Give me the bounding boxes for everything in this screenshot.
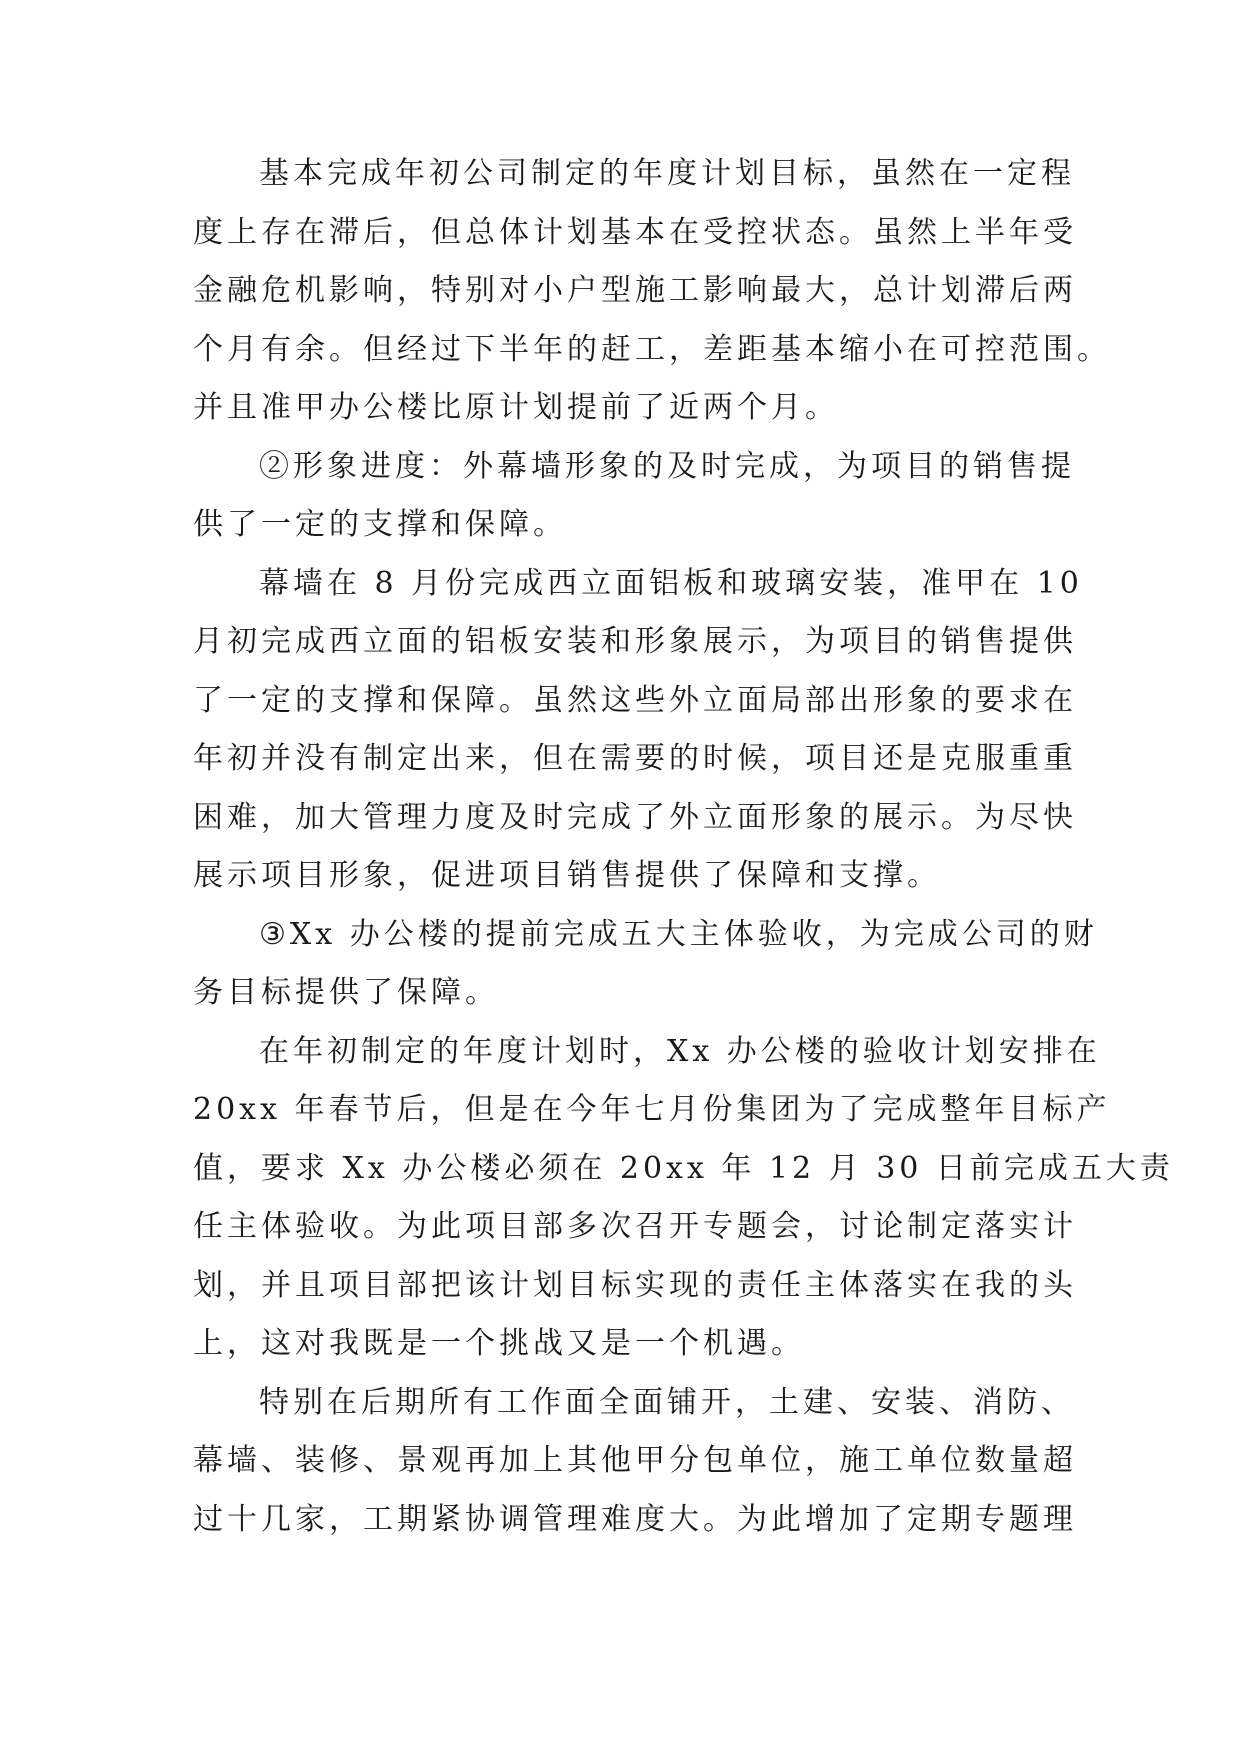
paragraph-line: 20xx 年春节后，但是在今年七月份集团为了完成整年目标产 [193,1092,1111,1127]
paragraph-line: 值，要求 Xx 办公楼必须在 20xx 年 12 月 30 日前完成五大责 [193,1150,1174,1186]
paragraph-line: 并且准甲办公楼比原计划提前了近两个月。 [193,390,839,425]
document-page [193,145,1174,1549]
paragraph-line: 年初并没有制定出来，但在需要的时候，项目还是克服重重 [193,741,1077,776]
paragraph-line: 特别在后期所有工作面全面铺开，土建、安装、消防、 [259,1384,1075,1420]
paragraph-line: ③Xx 办公楼的提前完成五大主体验收，为完成公司的财 [259,916,1098,952]
paragraph-line: 在年初制定的年度计划时，Xx 办公楼的验收计划安排在 [259,1033,1101,1069]
paragraph-line: 供了一定的支撑和保障。 [193,507,567,542]
paragraph-line: 金融危机影响，特别对小户型施工影响最大，总计划滞后两 [193,273,1077,308]
paragraph-line: 任主体验收。为此项目部多次召开专题会，讨论制定落实计 [193,1209,1077,1244]
paragraph-line: 幕墙在 8 月份完成西立面铝板和玻璃安装，准甲在 10 [259,565,1083,601]
paragraph-line: 困难，加大管理力度及时完成了外立面形象的展示。为尽快 [193,799,1077,835]
paragraph-line: 基本完成年初公司制定的年度计划目标，虽然在一定程 [259,156,1075,191]
paragraph-line: 划，并且项目部把该计划目标实现的责任主体落实在我的头 [193,1267,1077,1303]
paragraph-line: 务目标提供了保障。 [193,975,499,1010]
paragraph-line: ②形象进度：外幕墙形象的及时完成，为项目的销售提 [259,448,1075,484]
paragraph-line: 个月有余。但经过下半年的赶工，差距基本缩小在可控范围。 [193,331,1111,367]
paragraph-line: 展示项目形象，促进项目销售提供了保障和支撑。 [193,858,941,893]
paragraph-line: 上，这对我既是一个挑战又是一个机遇。 [193,1326,805,1361]
paragraph-line: 度上存在滞后，但总体计划基本在受控状态。虽然上半年受 [193,214,1077,250]
paragraph-line: 过十几家，工期紧协调管理难度大。为此增加了定期专题理 [193,1501,1077,1537]
paragraph-line: 月初完成西立面的铝板安装和形象展示，为项目的销售提供 [193,624,1077,659]
paragraph-line: 了一定的支撑和保障。虽然这些外立面局部出形象的要求在 [193,682,1077,718]
paragraph-line: 幕墙、装修、景观再加上其他甲分包单位，施工单位数量超 [193,1443,1077,1478]
